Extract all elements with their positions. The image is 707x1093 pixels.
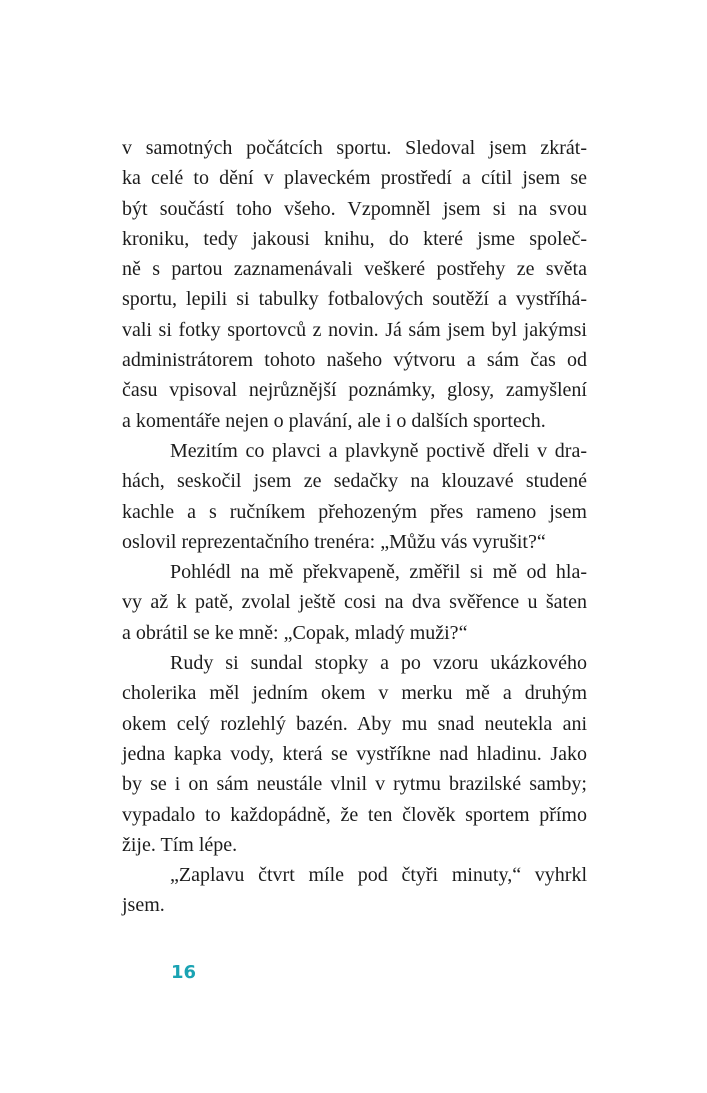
text-line: vypadalo to každopádně, že ten člověk sportem přímo <box>122 803 587 826</box>
text-line: času vpisoval nejrůznější poznámky, glosy, zamyšlení <box>122 379 587 402</box>
text-line: v samotných počátcích sportu. Sledoval jsem zkrát- <box>122 137 587 159</box>
text-line: Pohlédl na mě překvapeně, změřil si mě od hla- <box>170 561 587 584</box>
text-line: jsem. <box>122 894 165 917</box>
text-line: okem celý rozlehlý bazén. Aby mu snad neutekla ani <box>122 712 587 735</box>
text-line: cholerika měl jedním okem v merku mě a druhým <box>122 682 587 705</box>
text-line: „Zaplavu čtvrt míle pod čtyři minuty,“ vyhrkl <box>170 864 587 887</box>
text-line: Mezitím co plavci a plavkyně poctivě dřeli v dra- <box>170 439 587 462</box>
text-line: kroniku, tedy jakousi knihu, do které jsme společ- <box>122 227 587 250</box>
text-line: ka celé to dění v plaveckém prostředí a cítil jsem se <box>122 167 587 190</box>
text-line: by se i on sám neustále vlnil v rytmu brazilské samby; <box>122 773 587 796</box>
text-line: jedna kapka vody, která se vystříkne nad hladinu. Jako <box>122 742 587 765</box>
text-line: sportu, lepili si tabulky fotbalových soutěží a vystříhá- <box>122 288 587 311</box>
text-line: administrátorem tohoto našeho výtvoru a sám čas od <box>122 349 587 372</box>
body-text <box>122 133 587 921</box>
page-number: 16 <box>171 962 197 983</box>
text-line: ně s partou zaznamenávali veškeré postřehy ze světa <box>122 258 587 281</box>
text-line: oslovil reprezentačního trenéra: „Můžu vás vyrušit?“ <box>122 530 546 553</box>
text-line: a obrátil se ke mně: „Copak, mladý muži?“ <box>122 621 468 644</box>
text-line: být součástí toho všeho. Vzpomněl jsem si na svou <box>122 197 587 220</box>
text-line: kachle a s ručníkem přehozeným přes rameno jsem <box>122 500 587 523</box>
text-line: žije. Tím lépe. <box>122 833 238 856</box>
text-line: vali si fotky sportovců z novin. Já sám jsem byl jakýmsi <box>122 318 587 341</box>
text-line: Rudy si sundal stopky a po vzoru ukázkového <box>170 652 587 675</box>
text-line: vy až k patě, zvolal ještě cosi na dva svěřence u šaten <box>122 591 587 614</box>
text-line: a komentáře nejen o plavání, ale i o dalších sportech. <box>122 409 546 432</box>
text-line: hách, seskočil jsem ze sedačky na klouzavé studené <box>122 470 587 493</box>
